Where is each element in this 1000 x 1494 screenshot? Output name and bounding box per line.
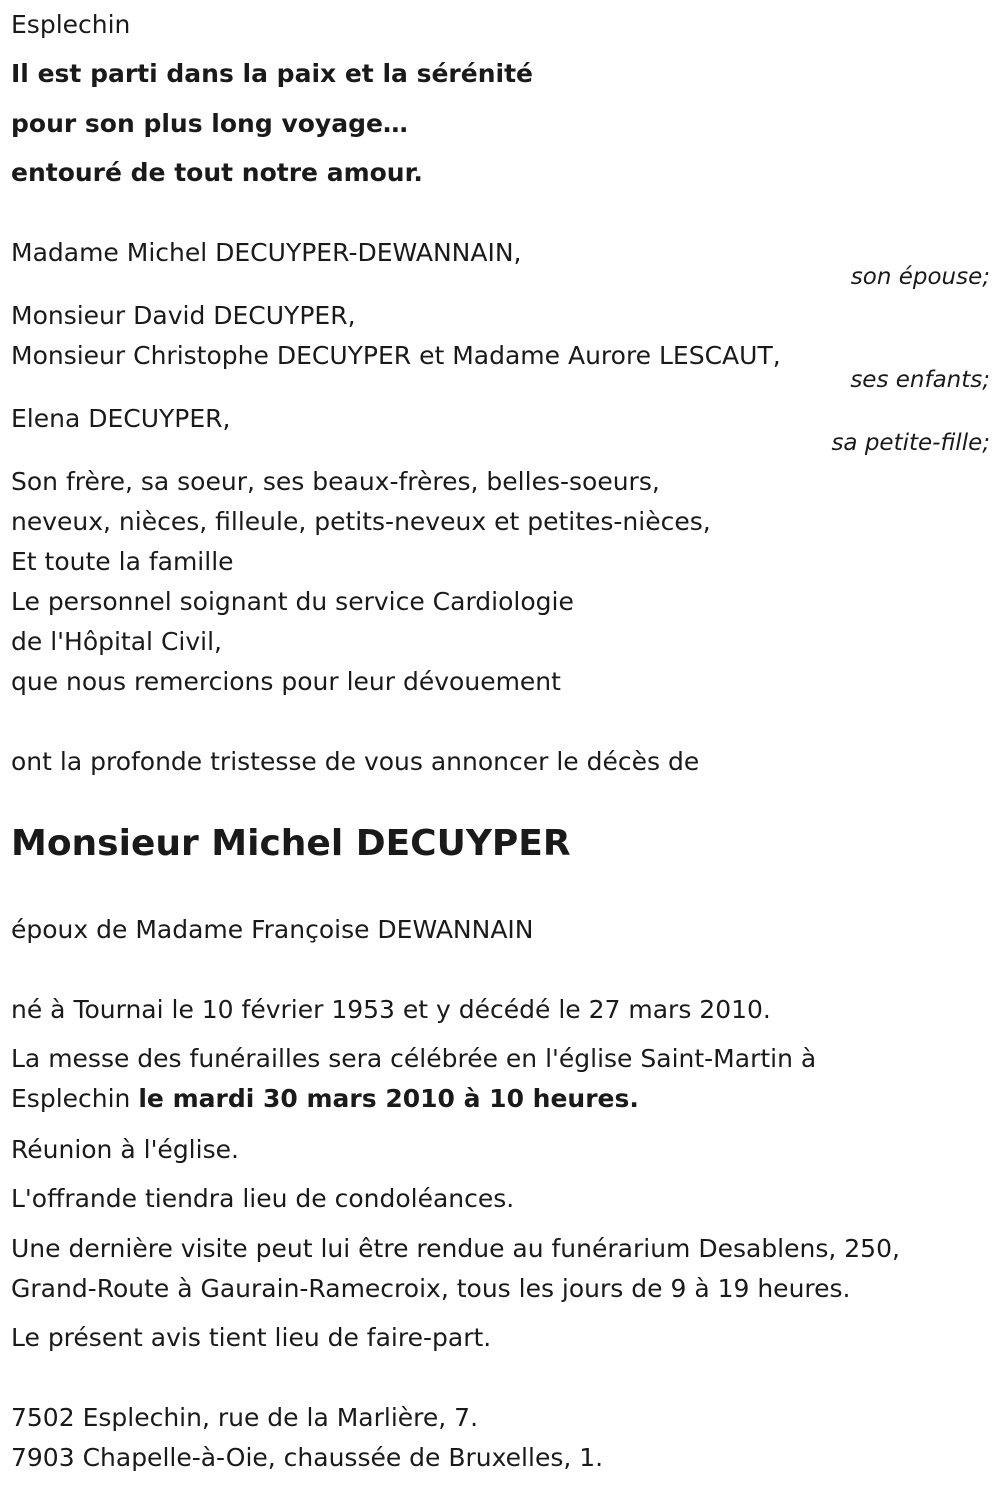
relatives-line-5: de l'Hôpital Civil, bbox=[11, 627, 222, 656]
funeral-date-time: le mardi 30 mars 2010 à 10 heures. bbox=[138, 1084, 639, 1113]
children-role: ses enfants; bbox=[850, 367, 990, 393]
deceased-spouse-line: époux de Madame Françoise DEWANNAIN bbox=[11, 915, 534, 944]
address-line-2: 7903 Chapelle-à-Oie, chaussée de Bruxelles, 1. bbox=[11, 1443, 604, 1472]
funeral-line-1: La messe des funérailles sera célébrée en l'église Saint-Martin à bbox=[11, 1044, 817, 1073]
visit-line-2: Grand-Route à Gaurain-Ramecroix, tous les jours de 9 à 19 heures. bbox=[11, 1274, 851, 1303]
place-heading: Esplechin bbox=[11, 10, 131, 39]
spouse-role: son épouse; bbox=[850, 264, 990, 290]
verse-line-2: pour son plus long voyage… bbox=[11, 109, 408, 138]
child-name-2: Monsieur Christophe DECUYPER et Madame Aurore LESCAUT, bbox=[11, 341, 781, 370]
child-name-1: Monsieur David DECUYPER, bbox=[11, 301, 356, 330]
birth-death-line: né à Tournai le 10 février 1953 et y décédé le 27 mars 2010. bbox=[11, 995, 771, 1024]
funeral-place: Esplechin bbox=[11, 1084, 139, 1113]
offering-line: L'offrande tiendra lieu de condoléances. bbox=[11, 1184, 515, 1213]
visit-line-1: Une dernière visite peut lui être rendue au funérarium Desablens, 250, bbox=[11, 1234, 900, 1263]
funeral-line-2 bbox=[11, 1083, 639, 1115]
announcement-line: ont la profonde tristesse de vous annoncer le décès de bbox=[11, 747, 700, 776]
verse-line-1: Il est parti dans la paix et la sérénité bbox=[11, 59, 533, 88]
spouse-name: Madame Michel DECUYPER-DEWANNAIN, bbox=[11, 238, 522, 267]
grandchild-name: Elena DECUYPER, bbox=[11, 404, 231, 433]
relatives-line-2: neveux, nièces, filleule, petits-neveux et petites-nièces, bbox=[11, 507, 711, 536]
relatives-line-4: Le personnel soignant du service Cardiologie bbox=[11, 587, 574, 616]
verse-line-3: entouré de tout notre amour. bbox=[11, 158, 423, 187]
meeting-line: Réunion à l'église. bbox=[11, 1135, 239, 1164]
relatives-line-3: Et toute la famille bbox=[11, 547, 234, 576]
notice-line: Le présent avis tient lieu de faire-part. bbox=[11, 1323, 492, 1352]
grandchild-role: sa petite-fille; bbox=[831, 430, 990, 456]
deceased-name: Monsieur Michel DECUYPER bbox=[11, 823, 571, 864]
address-line-1: 7502 Esplechin, rue de la Marlière, 7. bbox=[11, 1403, 479, 1432]
relatives-line-6: que nous remercions pour leur dévouement bbox=[11, 667, 561, 696]
relatives-line-1: Son frère, sa soeur, ses beaux-frères, belles-soeurs, bbox=[11, 467, 660, 496]
